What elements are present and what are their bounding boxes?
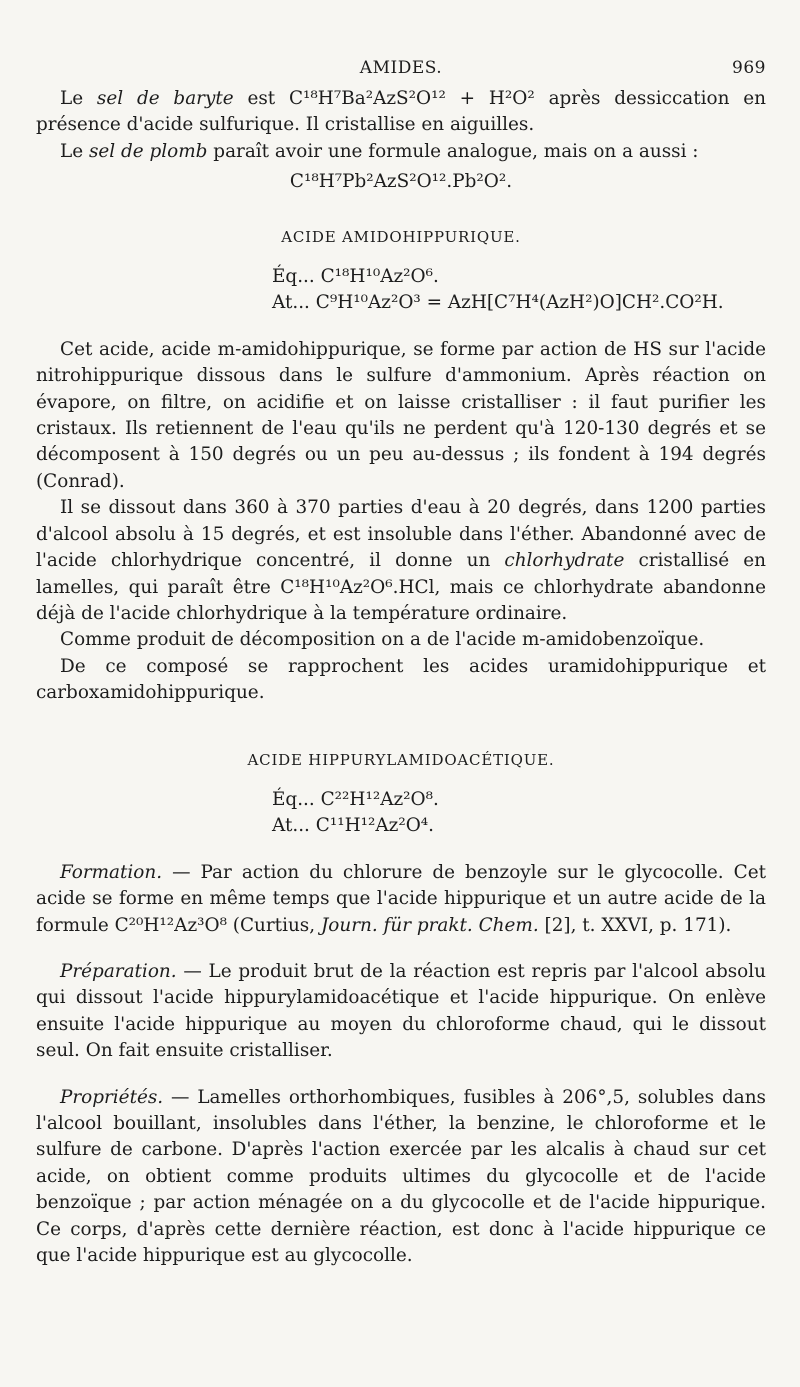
italic-term: sel de baryte	[96, 88, 234, 109]
eq-formula: C²²H¹²Az²O⁸.	[320, 788, 439, 810]
section-heading-amidohippurique: ACIDE AMIDOHIPPURIQUE.	[281, 227, 521, 246]
text-run: paraît avoir une formule analogue, mais on a aussi :	[207, 140, 699, 162]
equivalent-formula-row	[272, 787, 766, 813]
text-run: Le	[60, 140, 89, 162]
equivalent-formula-row	[272, 264, 766, 290]
paragraph-lead-salt	[36, 139, 766, 165]
italic-term: chlorhydrate	[504, 550, 625, 572]
journal-citation: Journ. für prakt. Chem.	[320, 914, 539, 936]
formula-block-1	[36, 264, 766, 317]
eq-label: Éq...	[272, 788, 315, 810]
paragraph-baryte-salt	[36, 86, 766, 139]
properties-label: Propriétés.	[60, 1086, 164, 1108]
text-run: [2], t. XXVI, p. 171).	[538, 914, 732, 936]
paragraph-decomposition: Comme produit de décomposition on a de l'acide m-amidobenzoïque.	[60, 629, 705, 651]
paragraph-properties	[36, 1085, 766, 1270]
page-body	[36, 86, 766, 1269]
text-run: Il se dissout dans 360 à 370 parties d'eau à 20 degrés, dans 1200 parties d'alcool absolu à 15 degrés, et est insoluble dans l'éther. Abandonné avec de l'acide chlorhydrique concentré, il donne un	[36, 497, 766, 572]
text-run: — Par action du chlorure de benzoyle sur le glycocolle. Cet acide se forme en même temps que l'acide hippurique et un autre acide de la formule C²⁰H¹²Az³O⁸ (Curtius,	[36, 861, 766, 936]
paragraph-preparation	[36, 959, 766, 1065]
section-heading-hippurylamidoacetique: ACIDE HIPPURYLAMIDOACÉTIQUE.	[247, 750, 555, 769]
running-header	[36, 58, 766, 84]
atomic-formula-row	[272, 290, 766, 316]
at-label: At...	[272, 292, 310, 314]
formation-label: Formation.	[60, 861, 163, 883]
running-title: AMIDES.	[359, 58, 443, 78]
preparation-label: Préparation.	[60, 960, 177, 982]
at-formula: C⁹H¹⁰Az²O³ = AzH[C⁷H⁴(AzH²)O]CH².CO²H.	[315, 292, 724, 314]
atomic-formula-row	[272, 813, 766, 839]
eq-formula: C¹⁸H¹⁰Az²O⁶.	[320, 266, 439, 288]
text-run: Le	[60, 88, 97, 109]
at-formula: C¹¹H¹²Az²O⁴.	[315, 815, 434, 837]
paragraph-formation	[36, 860, 766, 939]
italic-term: sel de plomb	[88, 140, 208, 162]
text-run: — Le produit brut de la réaction est repris par l'alcool absolu qui dissout l'acide hippurylamidoacétique et l'acide hippurique. On enlève ensuite l'acide hippurique au moyen du chloroforme chaud, qui le dissout seul. On fait ensuite cristalliser.	[36, 960, 766, 1062]
text-run: est C¹⁸H⁷Ba²AzS²O¹² + H²O² après dessiccation en présence d'acide sulfurique. Il cristallise en aiguilles.	[36, 88, 766, 136]
paragraph-cet-acide: Cet acide, acide m-amidohippurique, se forme par action de HS sur l'acide nitrohippurique dissous dans le sulfure d'ammonium. Après réaction on évapore, on filtre, on acidifie et on laisse cristalliser : il faut purifier les cristaux. Ils retiennent de l'eau qu'ils ne perdent qu'à 120-130 degrés et se décomposent à 150 degrés ou un peu au-dessus ; ils fondent à 194 degrés (Conrad).	[36, 338, 766, 492]
formula-block-2	[36, 787, 766, 840]
text-run: cristallisé en lamelles, qui paraît être C¹⁸H¹⁰Az²O⁶.HCl, mais ce chlorhydrate abandonne déjà de l'acide chlorhydrique à la température ordinaire.	[36, 550, 766, 624]
paragraph-solubility	[36, 495, 766, 627]
text-run: — Lamelles orthorhombiques, fusibles à 206°,5, solubles dans l'alcool bouillant, insolubles dans l'éther, la benzine, le chloroforme et le sulfure de carbone. D'après l'action exercée par les alcalis à chaud sur cet acide, on obtient comme produits ultimes du glycocolle et de l'acide benzoïque ; par action ménagée on a du glycocolle et de l'acide hippurique. Ce corps, d'après cette dernière réaction, est donc à l'acide hippurique ce que l'acide hippurique est au glycocolle.	[36, 1086, 766, 1267]
at-label: At...	[272, 815, 310, 837]
eq-label: Éq...	[272, 266, 315, 288]
paragraph-related-acids: De ce composé se rapprochent les acides uramidohippurique et carboxamidohippurique.	[36, 655, 766, 704]
lead-salt-formula: C¹⁸H⁷Pb²AzS²O¹².Pb²O².	[289, 171, 513, 193]
page-number: 969	[732, 58, 766, 78]
